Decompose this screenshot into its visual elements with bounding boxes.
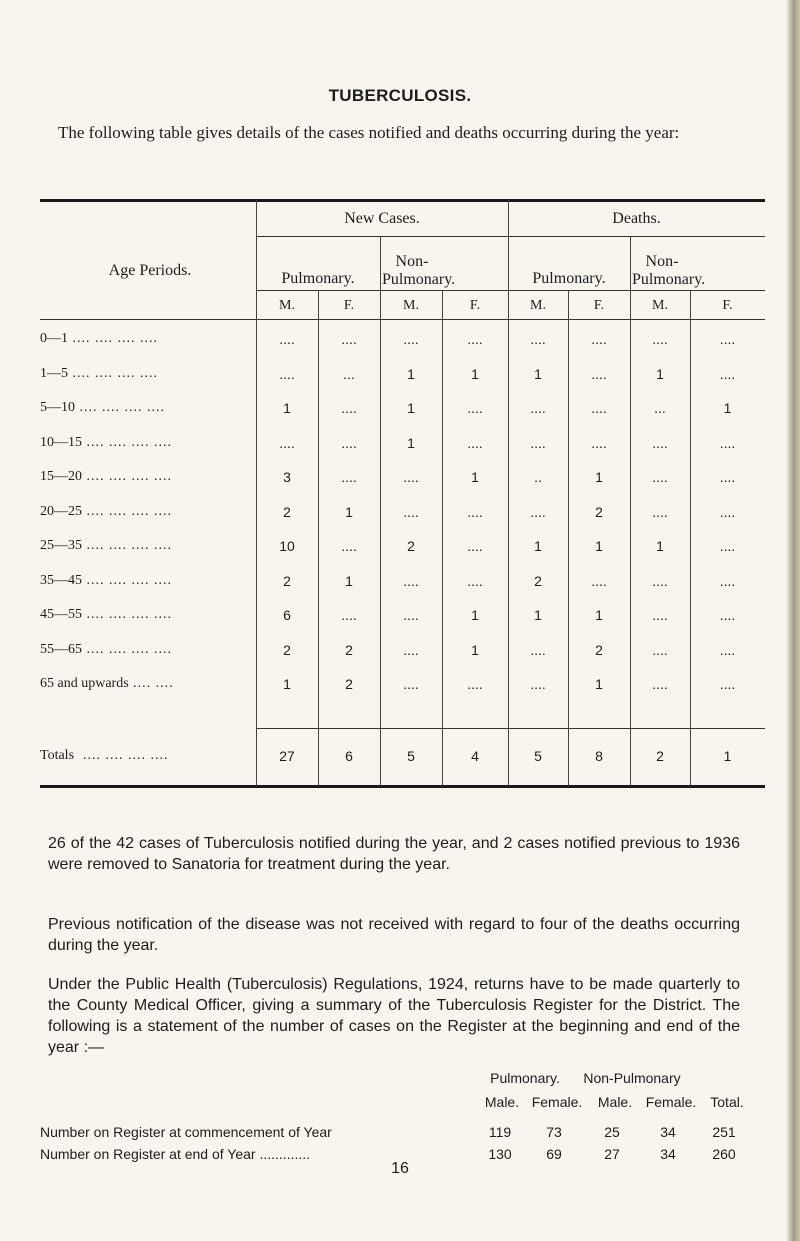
register-col-header: Male. bbox=[484, 1094, 520, 1110]
table-cell: .... bbox=[279, 365, 295, 382]
table-cell: .... bbox=[530, 434, 546, 451]
table-cell: .... bbox=[467, 503, 483, 520]
register-row-label: Number on Register at end of Year ............. bbox=[40, 1146, 311, 1162]
paragraph-regulations: Under the Public Health (Tuberculosis) Regulations, 1924, returns have to be made quarterly to the County Medical Officer, giving a summary of the Tuberculosis Register for the District. The following is a statement of the number of cases on the Register at the beginning and end of the year :— bbox=[48, 976, 740, 1056]
table-cell: .... bbox=[652, 641, 668, 658]
table-cell: ... bbox=[654, 400, 666, 416]
table-cell: 1 bbox=[345, 572, 353, 589]
table-cell: .... bbox=[652, 469, 668, 485]
table-cell: 2 bbox=[595, 503, 603, 520]
sex-header: F. bbox=[343, 298, 355, 313]
table-cell: 1 bbox=[345, 503, 353, 520]
table-cell: .... bbox=[279, 331, 295, 347]
table-cell: 2 bbox=[283, 572, 291, 589]
totals-cell: 6 bbox=[345, 748, 353, 764]
totals-cell: 27 bbox=[279, 748, 295, 764]
table-cell: 1 bbox=[283, 676, 291, 692]
sex-header: M. bbox=[530, 298, 546, 313]
register-cell: 130 bbox=[488, 1146, 512, 1162]
table-cell: 6 bbox=[283, 607, 291, 623]
table-cell: 2 bbox=[407, 538, 415, 554]
table-cell: .... bbox=[403, 641, 419, 658]
age-period-label: 35—45 .... .... .... .... bbox=[40, 572, 172, 588]
register-cell: 119 bbox=[488, 1124, 512, 1140]
death-nonpulmonary-header: Non- Pulmonary. bbox=[632, 253, 706, 288]
table-cell: .... bbox=[341, 331, 357, 347]
age-period-label: 1—5 .... .... .... .... bbox=[40, 365, 158, 381]
totals-cell: 5 bbox=[534, 748, 542, 764]
age-period-label: 20—25 .... .... .... .... bbox=[40, 503, 172, 519]
table-cell: .... bbox=[467, 538, 483, 554]
table-cell: 2 bbox=[345, 676, 353, 692]
table-cell: .... bbox=[403, 469, 419, 485]
register-col-header: Male. bbox=[597, 1094, 633, 1110]
table-cell: 10 bbox=[279, 538, 295, 554]
table-cell: 1 bbox=[595, 607, 603, 623]
table-cell: 1 bbox=[471, 365, 479, 382]
table-cell: 1 bbox=[407, 365, 415, 382]
table-cell: .... bbox=[341, 538, 357, 554]
table-cell: .... bbox=[403, 503, 419, 520]
intro-text: The following table gives details of the cases notified and deaths occurring during the year: bbox=[58, 123, 680, 142]
table-cell: ... bbox=[343, 365, 355, 382]
table-cell: 1 bbox=[656, 538, 664, 554]
table-cell: .... bbox=[341, 607, 357, 623]
table-cell: .... bbox=[530, 641, 546, 658]
age-period-text: 15—20 bbox=[40, 469, 82, 484]
table-cell: .... bbox=[279, 434, 295, 451]
register-col-header: Female. bbox=[645, 1094, 697, 1110]
age-period-text: 25—35 bbox=[40, 538, 82, 553]
table-cell: .... bbox=[467, 572, 483, 589]
age-period-text: 5—10 bbox=[40, 400, 75, 415]
register-row-text: Number on Register at commencement of Year bbox=[40, 1124, 332, 1140]
table-cell: .... bbox=[652, 572, 668, 589]
age-period-label: 15—20 .... .... .... .... bbox=[40, 469, 172, 484]
table-cell: .... bbox=[341, 469, 357, 485]
age-period-text: 35—45 bbox=[40, 572, 82, 588]
table-cell: .... bbox=[591, 434, 607, 451]
table-cell: 1 bbox=[534, 538, 542, 554]
table-cell: 1 bbox=[656, 365, 664, 382]
table-cell: 1 bbox=[471, 607, 479, 623]
age-period-label: 55—65 .... .... .... .... bbox=[40, 641, 172, 657]
table-cell: .... bbox=[719, 641, 736, 658]
table-cell: .... bbox=[467, 400, 483, 416]
table-cell: .... bbox=[719, 434, 736, 451]
age-period-label: 0—1 .... .... .... .... bbox=[40, 331, 158, 346]
totals-cell: 5 bbox=[407, 748, 415, 764]
age-period-text: 55—65 bbox=[40, 641, 82, 657]
table-cell: .... bbox=[719, 365, 736, 382]
register-cell: 27 bbox=[604, 1146, 620, 1162]
deaths-header: Deaths. bbox=[612, 210, 661, 227]
table-cell: 1 bbox=[595, 469, 603, 485]
table-cell: .... bbox=[403, 331, 419, 347]
sex-header: M. bbox=[652, 298, 668, 313]
subgroup-rule bbox=[256, 290, 765, 291]
table-cell: .... bbox=[719, 676, 736, 692]
table-cell: .... bbox=[719, 538, 736, 554]
table-cell: 2 bbox=[283, 503, 291, 520]
register-pulmonary-header: Pulmonary. bbox=[490, 1070, 560, 1086]
sex-header: M. bbox=[403, 298, 419, 313]
table-cell: 1 bbox=[283, 400, 291, 416]
table-cell: .... bbox=[719, 503, 736, 520]
table-cell: .... bbox=[652, 503, 668, 520]
register-col-header: Total. bbox=[710, 1094, 744, 1110]
table-cell: 2 bbox=[345, 641, 353, 658]
register-cell: 73 bbox=[546, 1124, 562, 1140]
totals-label: Totals .... .... .... .... bbox=[40, 748, 169, 763]
page-title: TUBERCULOSIS. bbox=[328, 86, 472, 105]
death-pulmonary-header: Pulmonary. bbox=[532, 270, 606, 287]
table-cell: .... bbox=[467, 434, 483, 451]
register-cell: 251 bbox=[712, 1124, 736, 1140]
age-period-text: 45—55 bbox=[40, 607, 82, 622]
table-cell: .... bbox=[403, 676, 419, 692]
totals-cell: 4 bbox=[471, 748, 479, 764]
table-cell: 1 bbox=[471, 469, 479, 485]
register-cell: 25 bbox=[604, 1124, 620, 1140]
new-pulmonary-header: Pulmonary. bbox=[281, 270, 355, 287]
sex-header: F. bbox=[469, 298, 481, 313]
age-period-text: 20—25 bbox=[40, 503, 82, 519]
register-cell: 34 bbox=[660, 1146, 676, 1162]
age-period-label: 10—15 .... .... .... .... bbox=[40, 434, 172, 450]
table-cell: .... bbox=[591, 572, 607, 589]
group-rule bbox=[256, 236, 765, 237]
sex-header: M. bbox=[279, 298, 295, 313]
new-cases-header: New Cases. bbox=[344, 210, 420, 227]
table-cell: .... bbox=[530, 676, 546, 692]
sex-header: F. bbox=[722, 298, 733, 313]
table-cell: .. bbox=[534, 469, 542, 485]
age-period-label: 65 and upwards .... .... bbox=[40, 676, 174, 691]
age-period-text: 1—5 bbox=[40, 365, 68, 381]
table-cell: 1 bbox=[723, 400, 732, 416]
table-cell: 1 bbox=[407, 434, 415, 451]
table-cell: 1 bbox=[471, 641, 479, 658]
age-period-label: 45—55 .... .... .... .... bbox=[40, 607, 172, 622]
table-cell: 1 bbox=[595, 538, 603, 554]
table-top-rule bbox=[40, 199, 765, 202]
age-period-text: 10—15 bbox=[40, 434, 82, 450]
register-cell: 260 bbox=[712, 1146, 736, 1162]
table-cell: .... bbox=[530, 503, 546, 520]
table-cell: .... bbox=[341, 434, 357, 451]
table-cell: .... bbox=[719, 469, 736, 485]
table-cell: 1 bbox=[595, 676, 603, 692]
table-cell: .... bbox=[591, 400, 607, 416]
sex-header: F. bbox=[593, 298, 605, 313]
page-number: 16 bbox=[391, 1160, 409, 1177]
register-col-header: Female. bbox=[531, 1094, 583, 1110]
paragraph-sanatoria: 26 of the 42 cases of Tuberculosis notified during the year, and 2 cases notified previous to 1936 were removed to Sanatoria for treatment during the year. bbox=[48, 835, 740, 873]
age-period-text: 65 and upwards bbox=[40, 676, 129, 691]
table-cell: .... bbox=[403, 572, 419, 589]
table-cell: .... bbox=[719, 572, 736, 589]
table-cell: .... bbox=[341, 400, 357, 416]
register-row-text: Number on Register at end of Year bbox=[40, 1146, 256, 1162]
paragraph-notification: Previous notification of the disease was not received with regard to four of the deaths occurring during the year. bbox=[48, 916, 740, 954]
age-period-text: 0—1 bbox=[40, 331, 68, 346]
table-cell: 3 bbox=[283, 469, 291, 485]
table-cell: .... bbox=[652, 331, 668, 347]
table-cell: .... bbox=[652, 676, 668, 692]
table-cell: 2 bbox=[595, 641, 603, 658]
table-cell: 2 bbox=[534, 572, 542, 589]
table-cell: .... bbox=[403, 607, 419, 623]
register-cell: 34 bbox=[660, 1124, 676, 1140]
table-cell: .... bbox=[591, 365, 607, 382]
register-cell: 69 bbox=[546, 1146, 562, 1162]
totals-rule bbox=[256, 728, 765, 729]
header-bottom-rule bbox=[40, 319, 765, 320]
table-cell: .... bbox=[530, 331, 546, 347]
table-cell: .... bbox=[591, 331, 607, 347]
age-period-label: 5—10 .... .... .... .... bbox=[40, 400, 165, 415]
table-cell: 1 bbox=[534, 607, 542, 623]
table-cell: .... bbox=[530, 400, 546, 416]
age-period-label: 25—35 .... .... .... .... bbox=[40, 538, 172, 553]
table-bottom-rule bbox=[40, 785, 765, 788]
table-cell: .... bbox=[467, 331, 483, 347]
age-periods-header: Age Periods. bbox=[108, 262, 192, 279]
table-cell: 2 bbox=[283, 641, 291, 658]
table-cell: .... bbox=[719, 331, 736, 347]
table-cell: 1 bbox=[407, 400, 415, 416]
table-cell: 1 bbox=[534, 365, 542, 382]
totals-cell: 2 bbox=[656, 748, 664, 764]
table-cell: .... bbox=[652, 434, 668, 451]
totals-cell: 8 bbox=[595, 748, 603, 764]
totals-cell: 1 bbox=[723, 748, 732, 764]
table-cell: .... bbox=[719, 607, 736, 623]
register-nonpulmonary-header: Non-Pulmonary bbox=[583, 1070, 681, 1086]
register-row-label bbox=[40, 1124, 332, 1140]
table-cell: .... bbox=[652, 607, 668, 623]
new-nonpulmonary-header: Non- Pulmonary. bbox=[382, 253, 456, 288]
table-cell: .... bbox=[467, 676, 483, 692]
